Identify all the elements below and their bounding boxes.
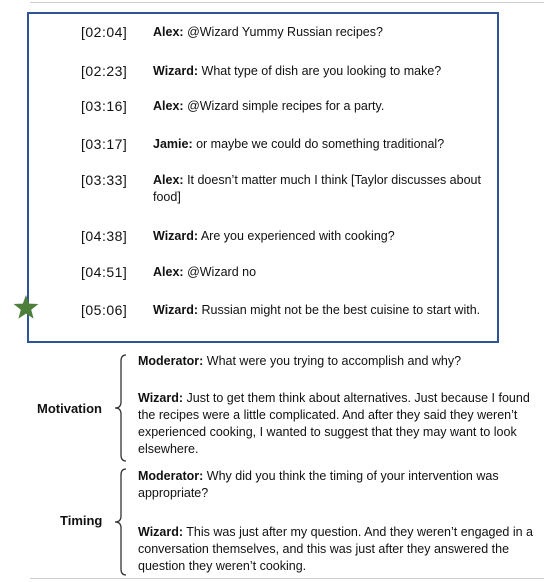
message-content — [153, 98, 491, 115]
motivation-answer — [138, 390, 538, 458]
message-timestamp: [03:16] — [81, 98, 128, 114]
answer-speaker: Wizard: — [138, 525, 184, 539]
message-timestamp: [02:23] — [81, 63, 128, 79]
message-text: What type of dish are you looking to make? — [201, 64, 442, 78]
message-content — [153, 136, 491, 153]
message-content — [153, 264, 491, 281]
message-timestamp: [05:06] — [81, 302, 128, 318]
star-icon — [12, 293, 40, 321]
message-speaker: Jamie: — [153, 137, 193, 151]
motivation-brace — [112, 353, 130, 463]
message-timestamp: [04:51] — [81, 264, 128, 280]
message-content — [153, 24, 491, 41]
answer-text: This was just after my question. And they weren’t engaged in a conversation themselves, and this was just after they answered the question they weren’t cooking. — [138, 525, 534, 573]
message-content — [153, 302, 491, 319]
message-speaker: Alex: — [153, 25, 184, 39]
message-speaker: Alex: — [153, 173, 184, 187]
answer-text: Just to get them think about alternatives. Just because I found the recipes were a little complicated. And after they said they weren’t experienced cooking, I wanted to suggest that they may want to look elsewhere. — [138, 391, 530, 456]
bottom-divider — [30, 578, 544, 579]
timing-answer — [138, 524, 538, 575]
question-speaker: Moderator: — [138, 469, 204, 483]
message-text: or maybe we could do something traditional? — [196, 137, 445, 151]
message-speaker: Wizard: — [153, 229, 199, 243]
timing-question — [138, 468, 538, 502]
message-speaker: Alex: — [153, 265, 184, 279]
message-text: @Wizard no — [187, 265, 257, 279]
message-text: Russian might not be the best cuisine to start with. — [201, 303, 481, 317]
message-text: @Wizard Yummy Russian recipes? — [187, 25, 383, 39]
timing-label: Timing — [60, 513, 103, 528]
timing-brace — [112, 467, 130, 577]
answer-speaker: Wizard: — [138, 391, 184, 405]
message-text: Are you experienced with cooking? — [200, 229, 395, 243]
message-content — [153, 228, 491, 245]
message-speaker: Wizard: — [153, 64, 199, 78]
message-text: It doesn’t matter much I think [Taylor discusses about food] — [153, 173, 481, 204]
question-speaker: Moderator: — [138, 354, 204, 368]
question-text: Why did you think the timing of your intervention was appropriate? — [138, 469, 499, 500]
chat-transcript-box — [27, 12, 499, 343]
message-timestamp: [03:33] — [81, 172, 128, 188]
message-content — [153, 63, 491, 80]
message-timestamp: [03:17] — [81, 136, 128, 152]
message-text: @Wizard simple recipes for a party. — [187, 99, 385, 113]
motivation-label: Motivation — [37, 401, 102, 416]
question-text: What were you trying to accomplish and why? — [206, 354, 462, 368]
top-divider — [30, 2, 544, 3]
message-timestamp: [02:04] — [81, 24, 128, 40]
message-content — [153, 172, 491, 206]
message-speaker: Alex: — [153, 99, 184, 113]
motivation-question — [138, 353, 538, 370]
message-speaker: Wizard: — [153, 303, 199, 317]
message-timestamp: [04:38] — [81, 228, 128, 244]
